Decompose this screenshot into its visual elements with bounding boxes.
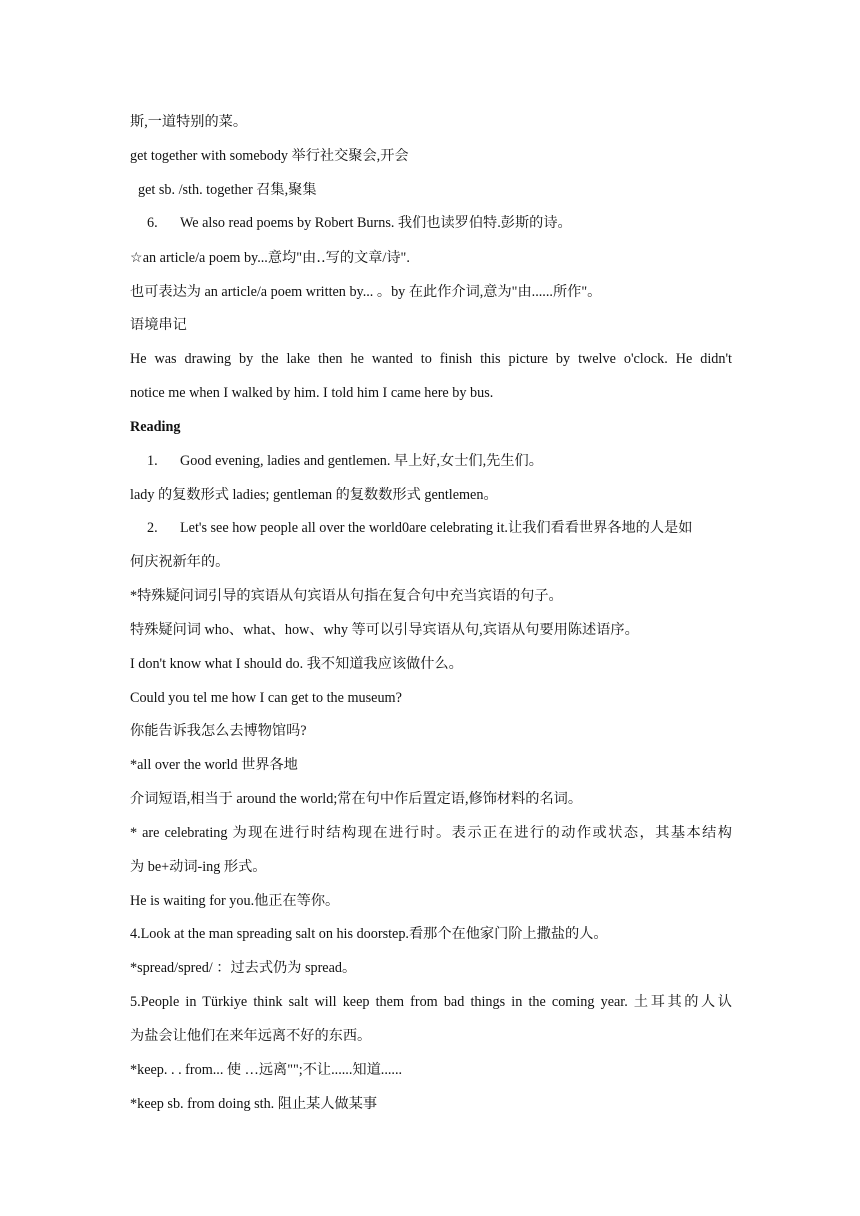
note-line: 也可表达为 an article/a poem written by... 。by 在此作介词,意为"由......所作"。 [130,284,602,300]
example-line: 你能告诉我怎么去博物馆吗? [130,723,307,739]
note-line: *keep sb. from doing sth. 阻止某人做某事 [130,1096,378,1112]
text-line: 何庆祝新年的。 [130,554,230,570]
text-line: 为盐会让他们在来年远离不好的东西。 [130,1028,372,1044]
note-line: 特殊疑问词 who、what、how、why 等可以引导宾语从句,宾语从句要用陈述语序。 [130,622,639,638]
example-line: He is waiting for you.他正在等你。 [130,893,340,909]
item-text: We also read poems by Robert Burns. 我们也读罗伯特.彭斯的诗。 [180,215,572,231]
example-line: Could you tel me how I can get to the museum? [130,690,402,706]
note-line: * are celebrating 为现在进行时结构现在进行时。表示正在进行的动作或状态，其基本结构 [130,825,732,841]
phrase-line: get together with somebody 举行社交聚会,开会 [130,148,409,164]
note-line: 为 be+动词-ing 形式。 [130,859,267,875]
text-line: 5.People in Türkiye think salt will keep them from bad things in the coming year. 土耳其的人认 [130,994,732,1010]
section-label: 语境串记 [130,317,187,333]
item-text: Let's see how people all over the world0are celebrating it.让我们看看世界各地的人是如 [180,520,693,536]
note-line: *特殊疑问词引导的宾语从句宾语从句指在复合句中充当宾语的句子。 [130,588,563,604]
paragraph-line: He was drawing by the lake then he wanted to finish this picture by twelve o'clock. He didn't [130,351,732,367]
section-heading: Reading [130,419,181,435]
note-line: 介词短语,相当于 around the world;常在句中作后置定语,修饰材料的名词。 [130,791,583,807]
item-number: 6. [147,215,158,231]
note-line: *all over the world 世界各地 [130,757,298,773]
phrase-line: get sb. /sth. together 召集,聚集 [138,182,317,198]
item-number: 2. [147,520,158,536]
note-line: *spread/spred/ ：过去式仍为 spread。 [130,960,357,976]
note-line: lady 的复数形式 ladies; gentleman 的复数数形式 gentlemen。 [130,487,498,503]
text-line: 斯,一道特别的菜。 [130,114,248,130]
note-line: *keep. . . from... 使 …远离"";不让......知道...... [130,1062,403,1078]
item-number: 1. [147,453,158,469]
item-text: Good evening, ladies and gentlemen. 早上好,女士们,先生们。 [180,453,543,469]
paragraph-line: notice me when I walked by him. I told him I came here by bus. [130,385,494,401]
text-line: 4.Look at the man spreading salt on his doorstep.看那个在他家门阶上撒盐的人。 [130,926,608,942]
example-line: I don't know what I should do. 我不知道我应该做什么。 [130,656,463,672]
note-line: ☆an article/a poem by...意均"由‥写的文章/诗". [130,250,410,266]
